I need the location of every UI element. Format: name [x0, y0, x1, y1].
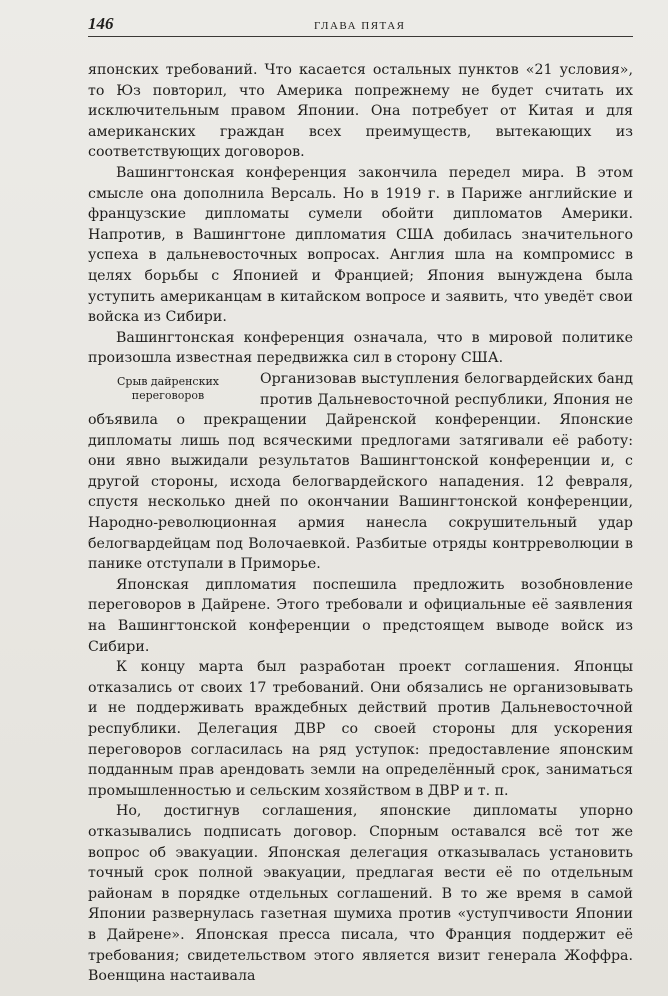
- paragraph-7: Но, достигнув соглашения, японские дипломаты упорно отказывались подписать договор. Спорным оставался всё тот же вопрос об эвакуации. Японская делегация отказывалась установить точный срок полной эвакуации, предлагая вести её по отдельным районам в порядке отдельных соглашений. В то же время в самой Японии развернулась газетная шумиха против «уступчивости Японии в Дайрене». Японская пресса писала, что Франция поддержит её требования; свидетельством этого является визит генерала Жоффра. Военщина настаивала: [88, 803, 633, 985]
- side-heading: Срыв дайренских переговоров: [116, 374, 220, 402]
- paragraph-3: Вашингтонская конференция означала, что в мировой политике произошла известная передвижка сил в сторону США.: [88, 329, 633, 367]
- paragraph-5: Японская дипломатия поспешила предложить возобновление переговоров в Дайрене. Этого требовали и официальные её заявления на Вашингтонской конференции о предстоящем выводе войск из Сибири.: [88, 576, 633, 655]
- body-text: [88, 60, 633, 987]
- paragraph-6: К концу марта был разработан проект соглашения. Японцы отказались от своих 17 требований. Они обязались не организовывать и не поддерживать враждебных действий против Дальневосточной республики. Делегация ДВР со своей стороны для ускорения переговоров согласилась на ряд уступок: предоставление японским подданным прав арендовать земли на определённый срок, заниматься промышленностью и сельским хозяйством в ДВР и т. п.: [88, 659, 633, 799]
- page-header: [88, 14, 633, 37]
- page-number: 146: [88, 14, 114, 33]
- paragraph-2: Вашингтонская конференция закончила передел мира. В этом смысле она дополнила Версаль. Но в 1919 г. в Париже английские и французские дипломаты сумели обойти дипломатов Америки. Напротив, в Вашингтоне дипломатия США добилась значительного успеха в дальневосточных вопросах. Англия шла на компромисс в целях борьбы с Японией и Францией; Япония вынуждена была уступить американцам в китайском вопросе и заявить, что уведёт свои войска из Сибири.: [88, 164, 633, 326]
- paragraph-1: японских требований. Что касается остальных пунктов «21 условия», то Юз повторил, что Америка попрежнему не будет считать их исключительным правом Японии. Она потребует от Китая и для американских граждан всех преимуществ, вытекающих из соответствующих договоров.: [88, 62, 633, 161]
- paragraph-4: Организовав выступления белогвардейских банд против Дальневосточной республики, Япония не объявила о прекращении Дайренской конференции. Японские дипломаты лишь под всяческими предлогами затягивали её работу: они явно выжидали результатов Вашингтонской конференции и, с другой стороны, исхода белогвардейского нападения. 12 февраля, спустя несколько дней по окончании Вашингтонской конференции, Народно-революционная армия нанесла сокрушительный удар белогвардейцам под Волочаевкой. Разбитые отряды контрреволюции в панике отступали в Приморье.: [88, 370, 633, 573]
- running-head: ГЛАВА ПЯТАЯ: [314, 20, 406, 32]
